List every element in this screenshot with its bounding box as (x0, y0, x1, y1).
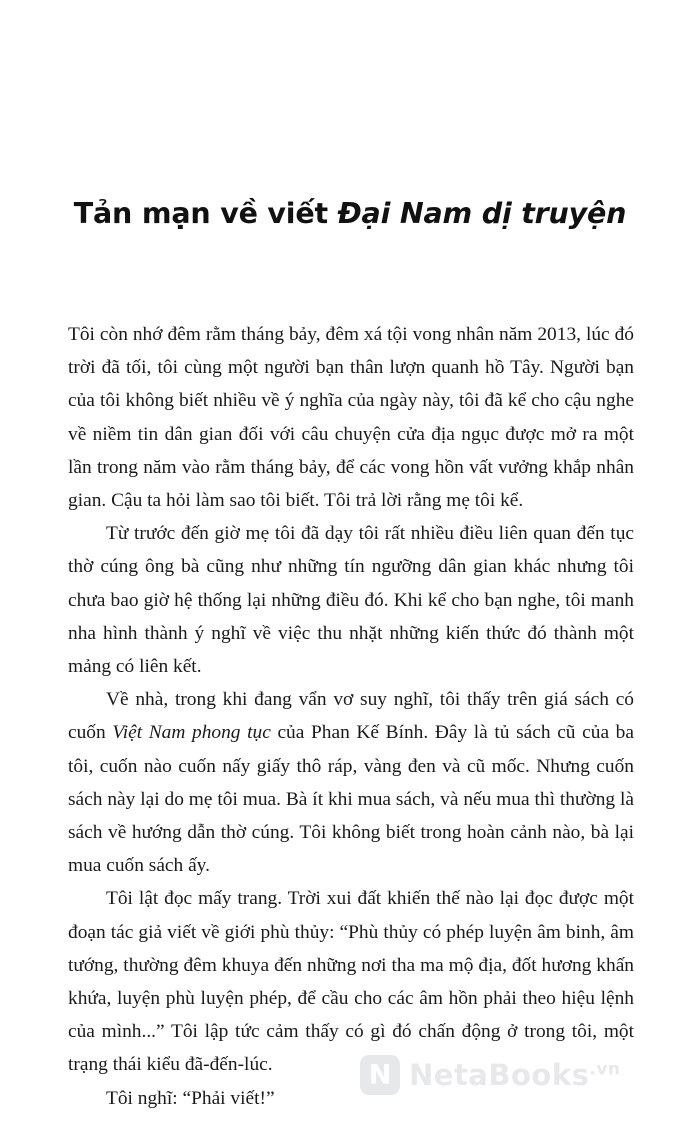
paragraph-5: Tôi nghĩ: “Phải viết!” (106, 1087, 275, 1109)
paragraph-2: Từ trước đến giờ mẹ tôi đã dạy tôi rất nhiều điều liên quan đến tục thờ cúng ông bà cũng như những tín ngưỡng dân gian khác nhưng tôi chưa bao giờ hệ thống lại những điều đó. Khi kể cho bạn nghe, tôi manh nha hình thành ý nghĩ về việc thu nhặt những kiến thức đó thành một mảng có liên kết. (68, 523, 634, 678)
watermark-suffix: .vn (589, 1059, 621, 1080)
page-title (0, 197, 700, 230)
paragraph-3 (68, 683, 634, 882)
paragraph-4: Tôi lật đọc mấy trang. Trời xui đất khiến thế nào lại đọc được một đoạn tác giả viết về giới phù thủy: “Phù thủy có phép luyện âm binh, âm tướng, thường đêm khuya đến những nơi tha ma mộ địa, đốt hương khấn khứa, luyện phù luyện phép, để cầu cho các âm hồn phải theo hiệu lệnh của mình...” Tôi lập tức cảm thấy có gì đó chấn động ở trong tôi, một trạng thái kiểu đã-đến-lúc. (68, 888, 634, 1076)
paragraph-3-part-2: của Phan Kế Bính. Đây là tủ sách cũ của ba tôi, cuốn nào cuốn nấy giấy thô ráp, vàng đen và cũ mốc. Nhưng cuốn sách này lại do mẹ tôi mua. Bà ít khi mua sách, và nếu mua thì thường là sách về hướng dẫn thờ cúng. Tôi không biết trong hoàn cảnh nào, bà lại mua cuốn sách ấy. (68, 722, 634, 877)
body-text (68, 318, 634, 1115)
chapter-title-prefix: Tản mạn về viết (73, 197, 338, 231)
watermark-brand: NetaBooks (409, 1058, 590, 1092)
chapter-title-book-name: Đại Nam dị truyện (337, 197, 627, 231)
paragraph-3-part-1: Về nhà, trong khi đang vẩn vơ suy nghĩ, tôi thấy trên giá sách có cuốn (68, 689, 634, 744)
paragraph-1: Tôi còn nhớ đêm rằm tháng bảy, đêm xá tội vong nhân năm 2013, lúc đó trời đã tối, tôi cùng một người bạn thân lượn quanh hồ Tây. Người bạn của tôi không biết nhiều về ý nghĩa của ngày này, tôi đã kể cho cậu nghe về niềm tin dân gian đối với câu chuyện cửa địa ngục được mở ra một lần trong năm vào rằm tháng bảy, để các vong hồn vất vưởng khắp nhân gian. Cậu ta hỏi làm sao tôi biết. Tôi trả lời rằng mẹ tôi kể. (68, 324, 634, 512)
book-title-viet-nam-phong-tuc: Việt Nam phong tục (112, 722, 271, 744)
